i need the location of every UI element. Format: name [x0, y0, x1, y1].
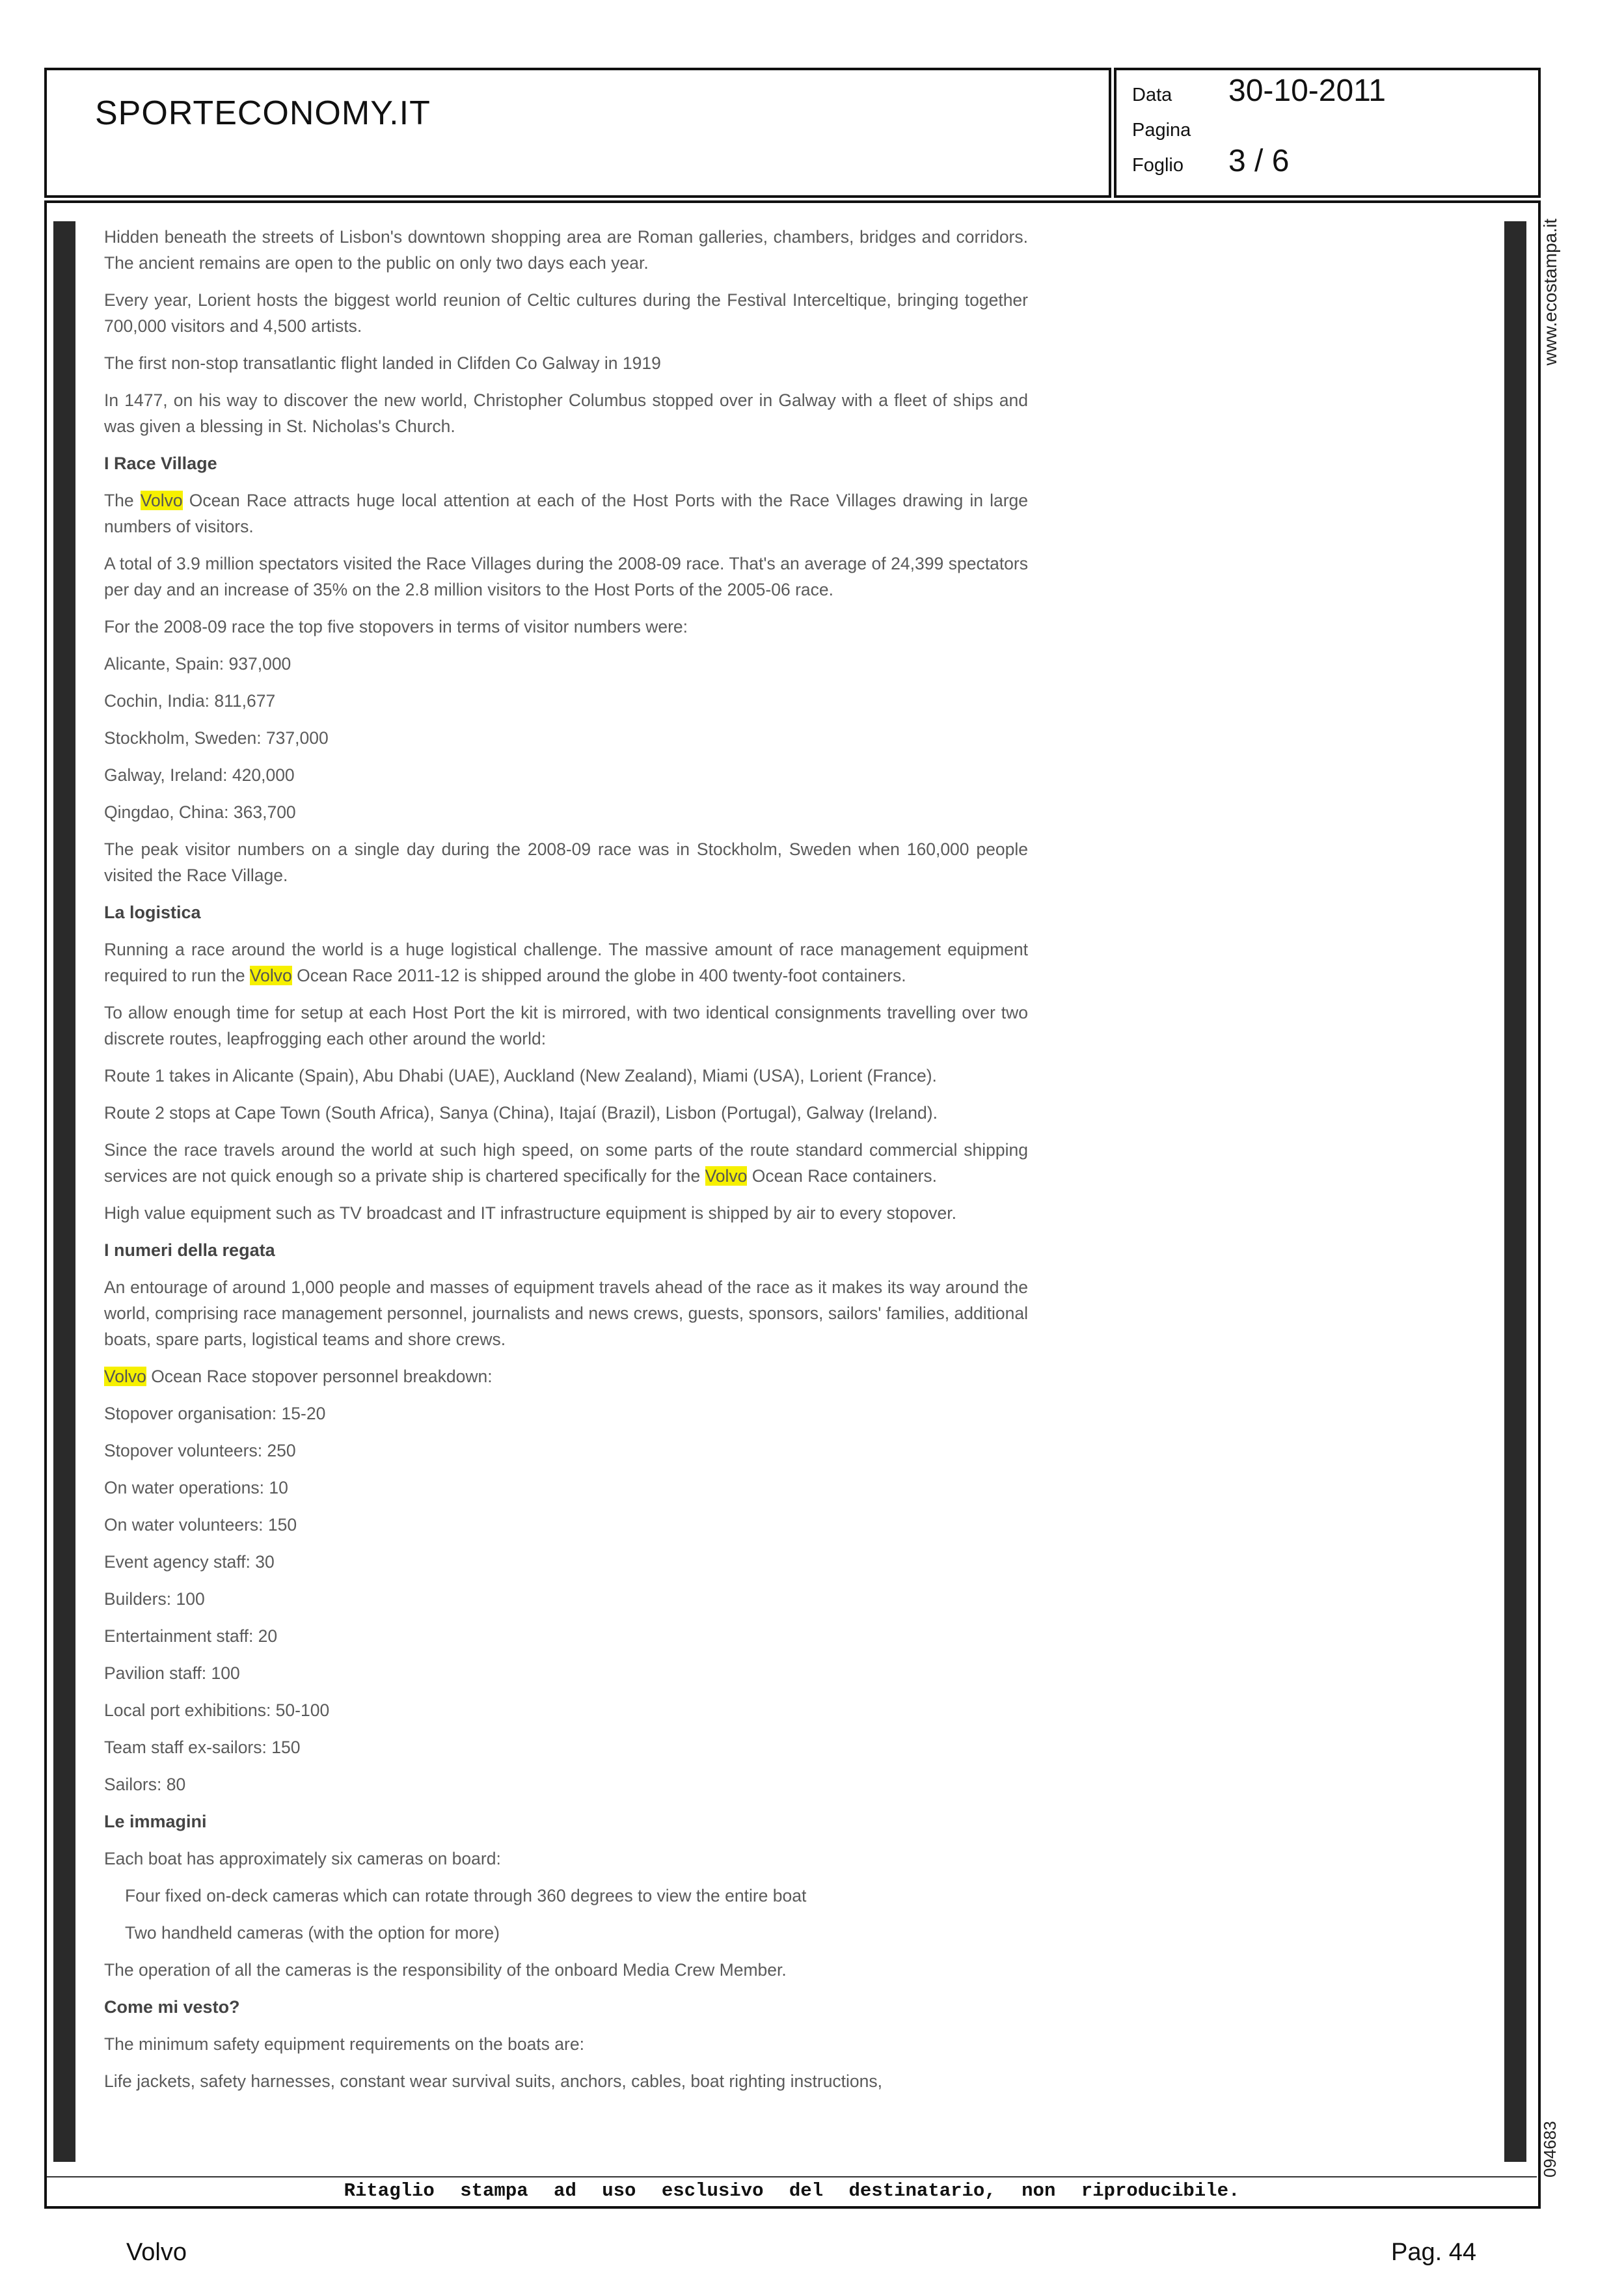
paragraph: Every year, Lorient hosts the biggest world reunion of Celtic cultures during the Festival Interceltique, bringing together 700,000 visitors and 4,500 artists. [104, 290, 1028, 336]
text-fragment: Since the race travels around the world at such high speed, on some parts of the route standard commercial shipping services are not quick enough so a private ship is chartered specifically for the [104, 1140, 1028, 1186]
list-item: Qingdao, China: 363,700 [104, 802, 296, 822]
paragraph: For the 2008-09 race the top five stopovers in terms of visitor numbers were: [104, 617, 688, 636]
paragraph: Each boat has approximately six cameras on board: [104, 1849, 501, 1868]
source-title: SPORTECONOMY.IT [95, 94, 431, 132]
footer-client-name: Volvo [126, 2239, 187, 2266]
text-fragment: Ocean Race stopover personnel breakdown: [146, 1367, 493, 1386]
text-fragment: Ocean Race 2011-12 is shipped around the globe in 400 twenty-foot containers. [291, 966, 906, 985]
list-item: Stopover volunteers: 250 [104, 1441, 296, 1460]
list-item: Stockholm, Sweden: 737,000 [104, 728, 329, 748]
header-meta-box [1114, 68, 1541, 198]
paragraph [104, 1137, 1028, 1189]
paragraph: High value equipment such as TV broadcast and IT infrastructure equipment is shipped by air to every stopover. [104, 1203, 957, 1223]
article-body [104, 224, 1028, 2105]
list-item: Four fixed on-deck cameras which can rotate through 360 degrees to view the entire boat [125, 1886, 807, 1905]
highlight-volvo: Volvo [705, 1166, 748, 1186]
list-item: On water volunteers: 150 [104, 1515, 297, 1535]
paragraph: The first non-stop transatlantic flight landed in Clifden Co Galway in 1919 [104, 353, 661, 373]
list-item: Cochin, India: 811,677 [104, 691, 276, 711]
footer-divider [47, 2176, 1537, 2177]
text-fragment: The [104, 491, 141, 510]
paragraph: The minimum safety equipment requirements on the boats are: [104, 2034, 584, 2054]
list-item: Stopover organisation: 15-20 [104, 1404, 326, 1423]
footer-page-number: Pag. 44 [1391, 2239, 1476, 2266]
list-item: Builders: 100 [104, 1589, 205, 1609]
pagina-label: Pagina [1132, 120, 1191, 141]
text-fragment: Ocean Race attracts huge local attention at each of the Host Ports with the Race Villages drawing in large numbers of visitors. [104, 491, 1028, 536]
text-fragment: Running a race around the world is a huge logistical challenge. The massive amount of race management equipment required to run the [104, 940, 1028, 985]
list-item: Alicante, Spain: 937,000 [104, 654, 291, 674]
paragraph: A total of 3.9 million spectators visited the Race Villages during the 2008-09 race. That's an average of 24,399 spectators per day and an increase of 35% on the 2.8 million visitors to the Host Ports of the 2005-06 race. [104, 554, 1028, 599]
paragraph: The operation of all the cameras is the responsibility of the onboard Media Crew Member. [104, 1960, 787, 1980]
list-item: Event agency staff: 30 [104, 1552, 275, 1572]
paragraph: Route 2 stops at Cape Town (South Africa), Sanya (China), Itajaí (Brazil), Lisbon (Portugal), Galway (Ireland). [104, 1103, 938, 1123]
paragraph [104, 487, 1028, 539]
paragraph: To allow enough time for setup at each Host Port the kit is mirrored, with two identical consignments travelling over two discrete routes, leapfrogging each other around the world: [104, 1003, 1028, 1048]
footer-notice: Ritaglio stampa ad uso esclusivo del destinatario, non riproducibile. [344, 2180, 1240, 2202]
paragraph [104, 936, 1028, 989]
list-item: Team staff ex-sailors: 150 [104, 1738, 301, 1757]
section-heading-logistica: La logistica [104, 903, 201, 922]
highlight-volvo: Volvo [104, 1367, 146, 1386]
paragraph: The peak visitor numbers on a single day during the 2008-09 race was in Stockholm, Sweden when 160,000 people visited the Race Village. [104, 839, 1028, 885]
data-label: Data [1132, 85, 1172, 105]
header-source-box [44, 68, 1111, 198]
watermark-code: 094683 [1540, 2121, 1560, 2177]
text-fragment: Ocean Race containers. [747, 1166, 938, 1186]
paragraph: Hidden beneath the streets of Lisbon's downtown shopping area are Roman galleries, chambers, bridges and corridors. The ancient remains are open to the public on only two days each year. [104, 227, 1028, 273]
paragraph: An entourage of around 1,000 people and masses of equipment travels ahead of the race as it makes its way around the world, comprising race management personnel, journalists and news crews, guests, sponsors, sailors' families, additional boats, spare parts, logistical teams and shore crews. [104, 1277, 1028, 1349]
section-heading-immagini: Le immagini [104, 1812, 207, 1831]
highlight-volvo: Volvo [140, 491, 183, 510]
list-item: Pavilion staff: 100 [104, 1663, 240, 1683]
list-item: Two handheld cameras (with the option for more) [125, 1923, 500, 1943]
section-heading-numeri: I numeri della regata [104, 1240, 275, 1260]
paragraph: Life jackets, safety harnesses, constant wear survival suits, anchors, cables, boat righting instructions, [104, 2071, 883, 2091]
foglio-label: Foglio [1132, 155, 1184, 176]
paragraph: In 1477, on his way to discover the new world, Christopher Columbus stopped over in Galway with a fleet of ships and was given a blessing in St. Nicholas's Church. [104, 390, 1028, 436]
foglio-value: 3 / 6 [1228, 144, 1290, 178]
right-margin-bar [1504, 221, 1526, 2162]
list-item: Galway, Ireland: 420,000 [104, 765, 295, 785]
section-heading-vesto: Come mi vesto? [104, 1997, 240, 2017]
list-item: On water operations: 10 [104, 1478, 288, 1497]
section-heading-race-village: I Race Village [104, 454, 217, 473]
paragraph [104, 1363, 1028, 1389]
data-value: 30-10-2011 [1228, 74, 1386, 108]
watermark-site: www.ecostampa.it [1540, 219, 1560, 366]
highlight-volvo: Volvo [249, 966, 292, 985]
list-item: Sailors: 80 [104, 1775, 186, 1794]
left-margin-bar [53, 221, 75, 2162]
list-item: Entertainment staff: 20 [104, 1626, 278, 1646]
paragraph: Route 1 takes in Alicante (Spain), Abu Dhabi (UAE), Auckland (New Zealand), Miami (USA), Lorient (France). [104, 1066, 937, 1085]
list-item: Local port exhibitions: 50-100 [104, 1700, 330, 1720]
